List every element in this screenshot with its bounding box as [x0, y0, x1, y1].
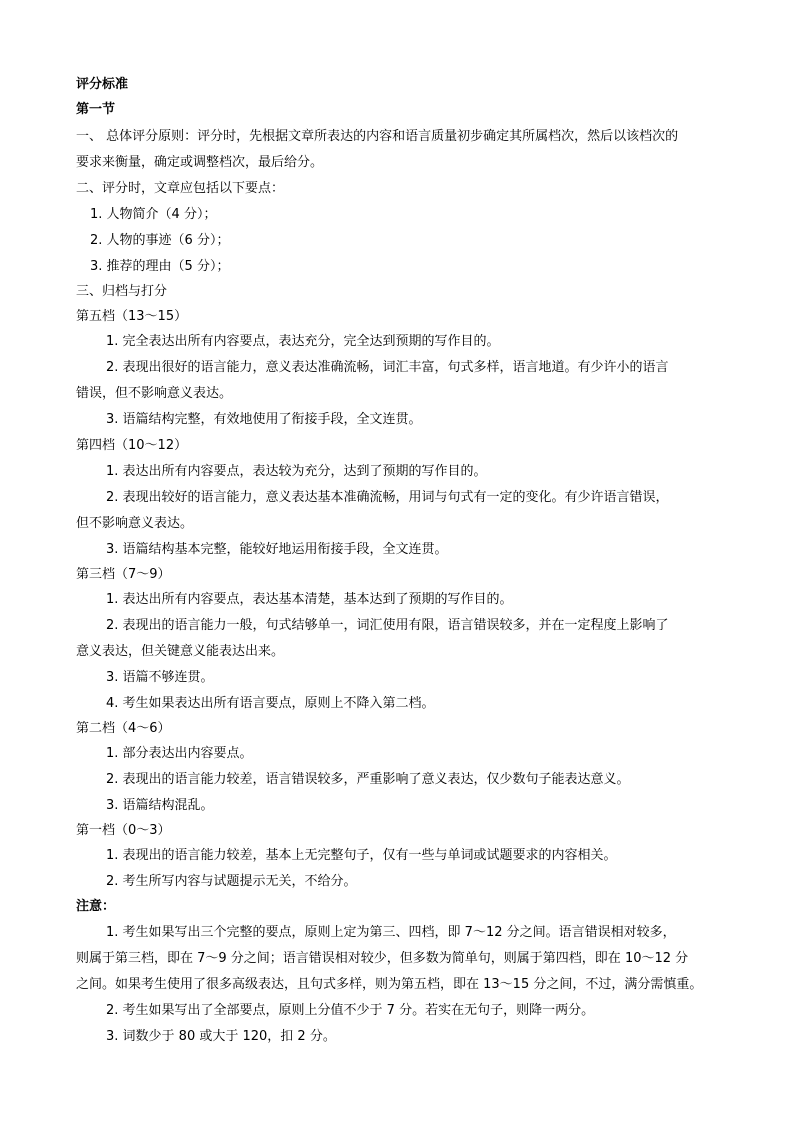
grade2-criterion-1: 1. 部分表达出内容要点。 — [106, 746, 253, 761]
grade5-criterion-3: 3. 语篇结构完整，有效地使用了衔接手段，全文连贯。 — [106, 412, 422, 427]
grade3-criterion-2: 2. 表现出的语言能力一般，句式结够单一，词汇使用有限，语言错误较多，并在一定程度上影响了 — [106, 618, 669, 633]
grade4-criterion-2-cont: 但不影响意义表达。 — [76, 516, 194, 531]
principle-line-2: 要求来衡量，确定或调整档次，最后给分。 — [76, 155, 324, 170]
point-item-2: 2. 人物的事迹（6 分）； — [90, 233, 230, 248]
section-heading: 第一节 — [76, 102, 116, 117]
points-heading: 二、评分时，文章应包括以下要点： — [76, 181, 285, 196]
grade4-criterion-2: 2. 表现出较好的语言能力，意义表达基本准确流畅，用词与句式有一定的变化。有少许语言错误， — [106, 490, 669, 505]
grading-heading: 三、归档与打分 — [76, 284, 168, 299]
grade2-criterion-3: 3. 语篇结构混乱。 — [106, 798, 214, 813]
grade1-criterion-1: 1. 表现出的语言能力较差，基本上无完整句子，仅有一些与单词或试题要求的内容相关。 — [106, 848, 617, 863]
grade5-criterion-1: 1. 完全表达出所有内容要点，表达充分，完全达到预期的写作目的。 — [106, 334, 500, 349]
document-title: 评分标准 — [76, 77, 129, 92]
grade4-criterion-3: 3. 语篇结构基本完整，能较好地运用衔接手段，全文连贯。 — [106, 542, 448, 557]
grade5-title: 第五档（13～15） — [76, 309, 188, 324]
grade5-criterion-2-cont: 错误，但不影响意义表达。 — [76, 386, 233, 401]
grade4-title: 第四档（10～12） — [76, 438, 188, 453]
grade2-criterion-2: 2. 表现出的语言能力较差，语言错误较多，严重影响了意义表达，仅少数句子能表达意义。 — [106, 772, 630, 787]
grade4-criterion-1: 1. 表达出所有内容要点，表达较为充分，达到了预期的写作目的。 — [106, 464, 487, 479]
grade2-title: 第二档（4～6） — [76, 721, 171, 736]
grade1-title: 第一档（0～3） — [76, 823, 171, 838]
grade5-criterion-2: 2. 表现出很好的语言能力，意义表达准确流畅，词汇丰富，句式多样，语言地道。有少许小的语言 — [106, 360, 669, 375]
note-1-cont-2: 之间。如果考生使用了很多高级表达，且句式多样，则为第五档，即在 13～15 分之间，不过，满分需慎重。 — [76, 977, 703, 992]
point-item-1: 1. 人物简介（4 分）； — [90, 207, 217, 222]
point-item-3: 3. 推荐的理由（5 分）； — [90, 259, 230, 274]
grade3-criterion-2-cont: 意义表达，但关键意义能表达出来。 — [76, 644, 285, 659]
grade3-criterion-1: 1. 表达出所有内容要点，表达基本清楚，基本达到了预期的写作目的。 — [106, 592, 513, 607]
note-1: 1. 考生如果写出三个完整的要点，原则上定为第三、四档，即 7～12 分之间。语言错误相对较多， — [106, 925, 676, 940]
principle-line-1: 一、 总体评分原则：评分时，先根据文章所表达的内容和语言质量初步确定其所属档次，然后以该档次的 — [76, 129, 679, 144]
note-2: 2. 考生如果写出了全部要点，原则上分值不少于 7 分。若实在无句子，则降一两分。 — [106, 1003, 595, 1018]
note-1-cont-1: 则属于第三档，即在 7～9 分之间；语言错误相对较少，但多数为简单句，则属于第四档，即在 10～12 分 — [76, 951, 689, 966]
note-3: 3. 词数少于 80 或大于 120，扣 2 分。 — [106, 1029, 336, 1044]
grade3-title: 第三档（7～9） — [76, 567, 171, 582]
grade3-criterion-3: 3. 语篇不够连贯。 — [106, 670, 214, 685]
grade3-criterion-4: 4. 考生如果表达出所有语言要点，原则上不降入第二档。 — [106, 696, 435, 711]
grade1-criterion-2: 2. 考生所写内容与试题提示无关，不给分。 — [106, 874, 357, 889]
notes-heading: 注意： — [76, 899, 116, 914]
